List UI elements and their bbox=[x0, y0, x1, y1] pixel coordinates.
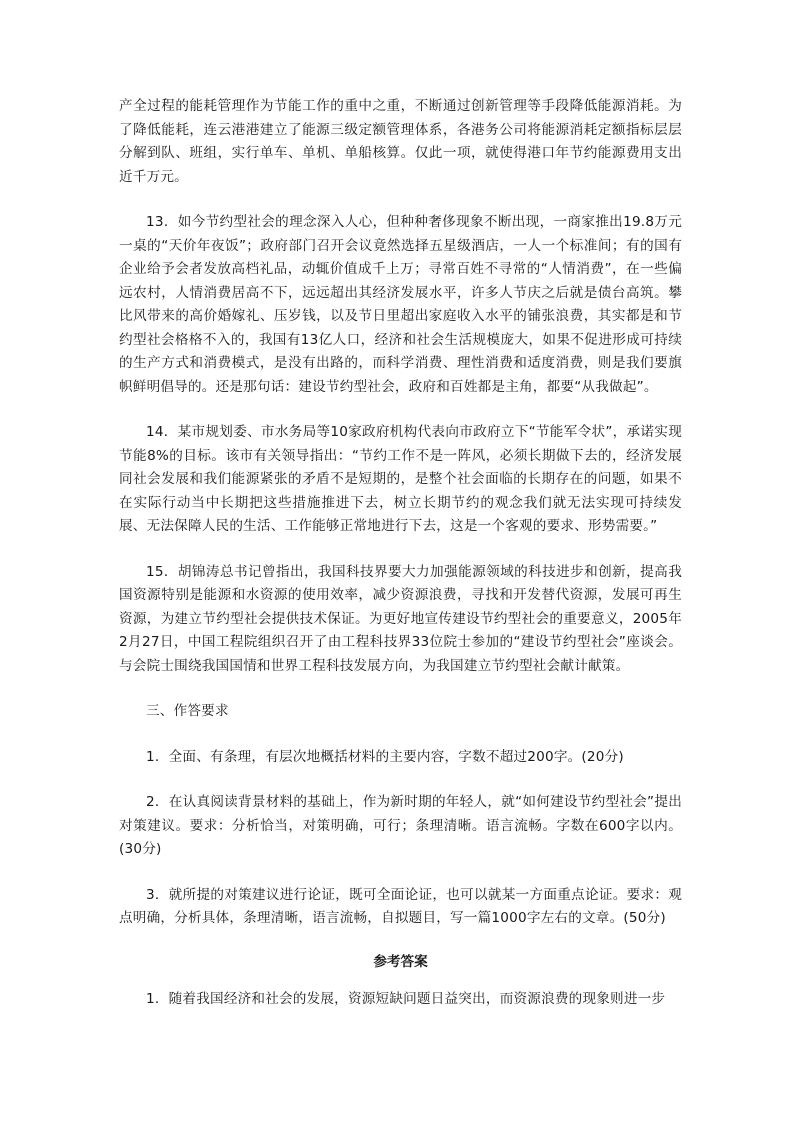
section-heading-requirements: 三、作答要求 bbox=[146, 703, 229, 719]
paragraph-item-15: 15．胡锦涛总书记曾指出，我国科技界要大力加强能源领域的科技进步和创新，提高我国资源特别是能源和水资源的使用效率，减少资源浪费，寻找和开发替代资源，发展可再生资源，为建立节约型社会提供技术保证。为更好地宣传建设节约型社会的重要意义，2005年2月27日，中国工程院组织召开了由工程科技界33位院士参加的“建设节约型社会”座谈会。与会院士围绕我国国情和世界工程科技发展方向，为我国建立节约型社会献计献策。 bbox=[119, 563, 682, 674]
answer-title: 参考答案 bbox=[373, 953, 428, 970]
requirement-item-1: 1．全面、有条理，有层次地概括材料的主要内容，字数不超过200字。(20分) bbox=[146, 748, 624, 765]
answer-item-1: 1．随着我国经济和社会的发展，资源短缺问题日益突出，而资源浪费的现象则进一步 bbox=[146, 991, 666, 1007]
requirement-item-3: 3．就所提的对策建议进行论证，既可全面论证，也可以就某一方面重点论证。要求：观点明确，分析具体，条理清晰，语言流畅，自拟题目，写一篇1000字左右的文章。(50分) bbox=[119, 886, 682, 926]
paragraph-item-14: 14．某市规划委、市水务局等10家政府机构代表向市政府立下“节能军令状”，承诺实现节能8%的目标。该市有关领导指出：“节约工作不是一阵风，必须长期做下去的，经济发展同社会发展和我们能源紧张的矛盾不是短期的，是整个社会面临的长期存在的问题，如果不在实际行动当中长期把这些措施推进下去，树立长期节约的观念我们就无法实现可持续发展、无法保障人民的生活、工作能够正常地进行下去，这是一个客观的要求、形势需要。” bbox=[119, 424, 682, 534]
document-page bbox=[119, 95, 682, 1012]
paragraph-energy-management: 产全过程的能耗管理作为节能工作的重中之重，不断通过创新管理等手段降低能源消耗。为了降低能耗，连云港港建立了能源三级定额管理体系，各港务公司将能源消耗定额指标层层分解到队、班组，实行单车、单机、单船核算。仅此一项，就使得港口年节约能源费用支出近千万元。 bbox=[119, 98, 682, 185]
requirement-item-2: 2．在认真阅读背景材料的基础上，作为新时期的年轻人，就“如何建设节约型社会”提出对策建议。要求：分析恰当，对策明确，可行；条理清晰。语言流畅。字数在600字以内。(30分) bbox=[119, 794, 682, 857]
paragraph-item-13: 13．如今节约型社会的理念深入人心，但种种奢侈现象不断出现，一商家推出19.8万元一桌的“天价年夜饭”；政府部门召开会议竟然选择五星级酒店，一人一个标准间；有的国有企业给予会者发放高档礼品，动辄价值成千上万；寻常百姓不寻常的“人情消费”，在一些偏远农村，人情消费居高不下，远远超出其经济发展水平，许多人节庆之后就是债台高筑。攀比风带来的高价婚嫁礼、压岁钱，以及节日里超出家庭收入水平的铺张浪费，其实都是和节约型社会格格不入的，我国有13亿人口，经济和社会生活规模庞大，如果不促进形成可持续的生产方式和消费模式，是没有出路的，而科学消费、理性消费和适度消费，则是我们要旗帜鲜明倡导的。还是那句话：建设节约型社会，政府和百姓都是主角，都要“从我做起”。 bbox=[119, 214, 682, 395]
